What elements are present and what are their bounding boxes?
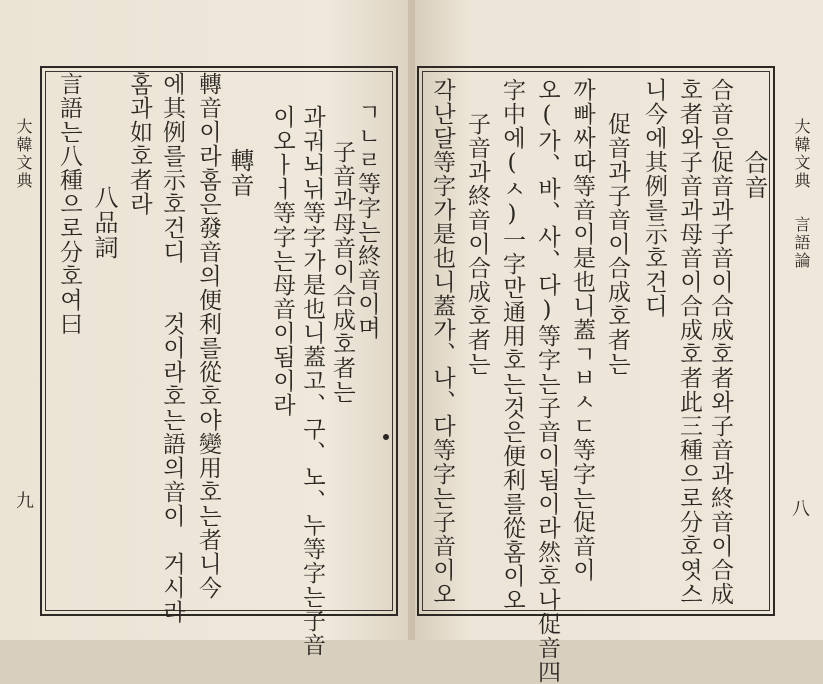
left-col-10: 言語는八種으로分호여曰 [56,72,82,336]
left-col-8: 홈과如호者라 [126,72,152,216]
left-col-4: 이오ㅏㅓ等字는母音이됨이라 [269,105,295,417]
left-running-head: 大韓文典 [14,118,33,190]
book-gutter [408,0,415,640]
left-col-6: 轉音이라홈은發音의便利를從호야變用호는者니今 [195,72,221,600]
right-running-section: 言語論 [792,216,811,270]
right-col-5: 促音과子音이合成호者는 [604,112,630,376]
left-page-number: 九 [16,491,34,512]
right-running-head: 大韓文典 [792,118,811,190]
right-col-3: 호者와子音과母音이合成호者此三種으로分호엿스 [676,78,702,606]
right-heading-heyin: 合音 [740,150,768,200]
left-heading-bapinci: 八品詞 [90,185,118,260]
left-col-2: 子音과母音이合成호者는 [329,140,355,404]
right-col-9: 子音과終音이合成호者는 [464,112,490,376]
right-page-number: 八 [792,499,810,520]
left-col-3: 과궈뇌뉘等字가是也니蓋고、구、노、누等字는子音 [299,105,325,657]
left-heading-zhuanyin: 轉音 [226,148,254,198]
right-col-4: 니今에其例를示호건디 [641,78,667,318]
left-col-7: 에其例를示호건디 것이라호는語의音이 거시라 [159,72,185,624]
right-col-8: 字中에(ㅅ)一字만通用호는것은便利를從홈이오 [499,78,525,612]
mark-dot [383,434,389,440]
right-col-2: 合音은促音과子音이合成호者와子音과終音이合成 [707,78,733,606]
right-col-6: 까빠싸따等音이是也니蓋ㄱㅂㅅㄷ等字는促音이 [569,78,595,582]
left-col-1: ㄱㄴㄹ等字는終音이며 [354,100,380,340]
right-col-10: 각난달等字가是也니蓋가、나、다等字는子音이오 [429,78,455,606]
right-col-7: 오(가、바、사、다)等字는子音이됨이라然호나促音四 [534,78,560,684]
